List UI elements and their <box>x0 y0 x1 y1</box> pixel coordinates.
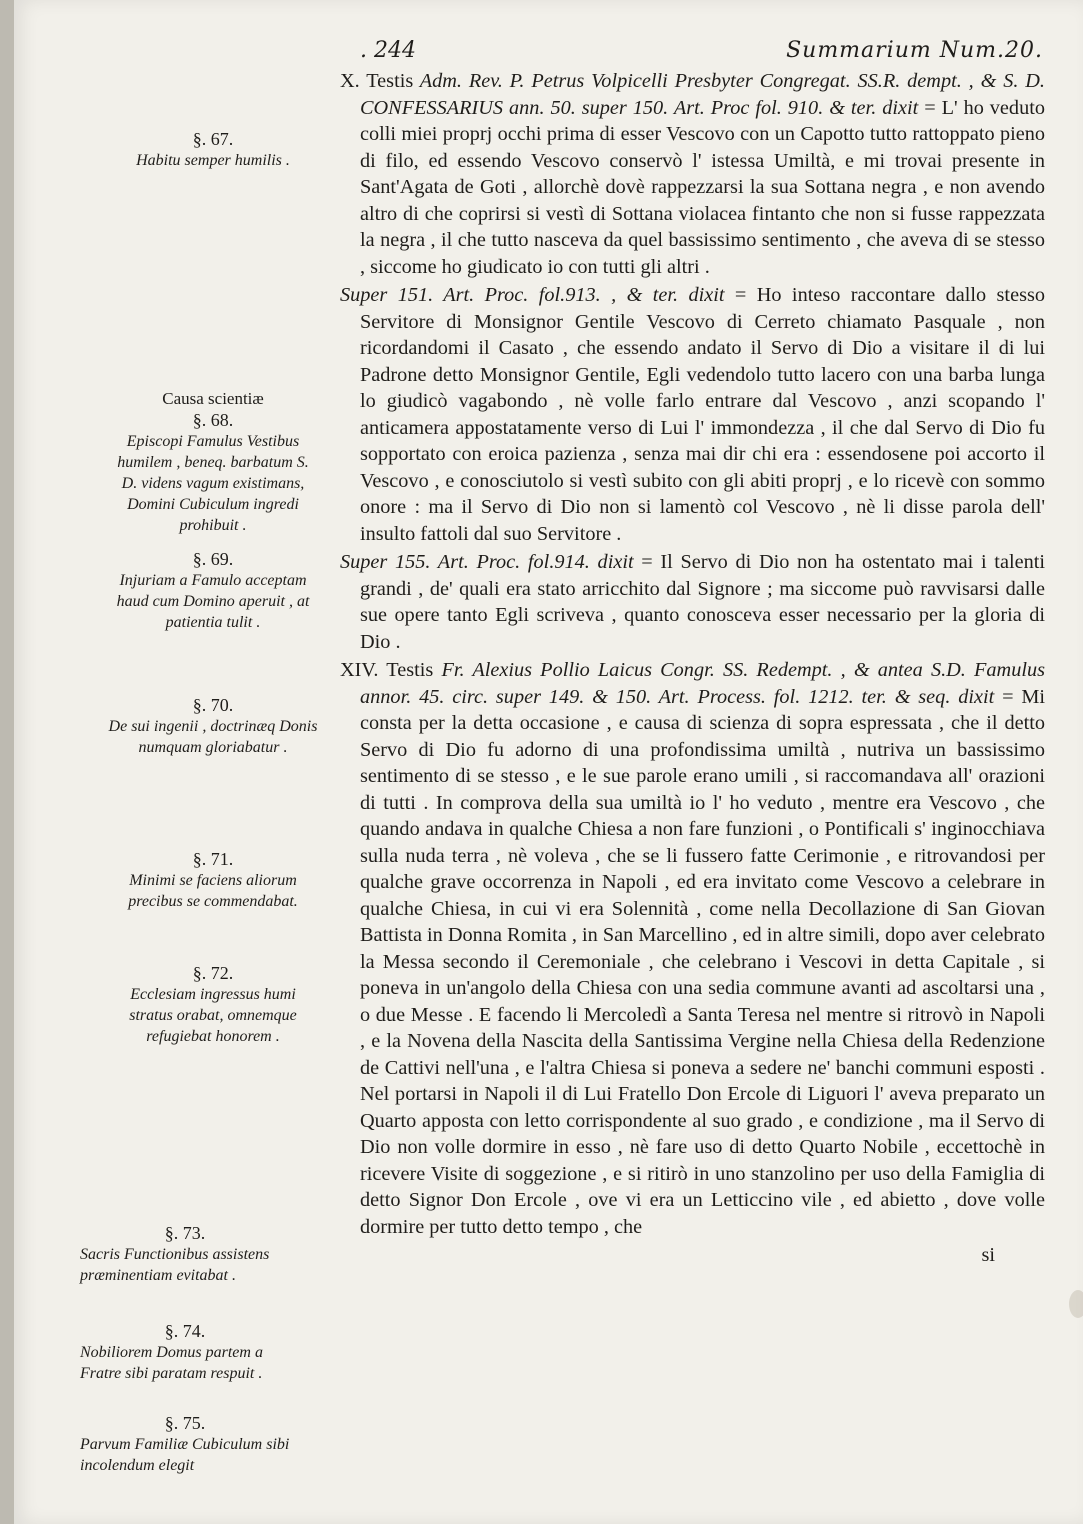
margin-note-73 <box>80 1222 290 1286</box>
margin-note-text: Minimi se faciens aliorum precibus se commendabat. <box>128 872 298 910</box>
margin-note-text: De sui ingenii , doctrinæq Donis numquam gloriabatur . <box>108 718 318 756</box>
margin-note-71 <box>108 848 318 912</box>
citation: Fr. Alexius Pollio Laicus Congr. SS. Redempt. , & antea S.D. Famulus annor. 45. circ. super 149. & 150. Art. Process. fol. 1212. ter. & seq. dixit <box>360 659 1046 708</box>
testimony-paragraph <box>340 549 1045 655</box>
margin-note-74 <box>80 1320 290 1384</box>
testimony-paragraph <box>340 68 1045 280</box>
section-number: §. 68. <box>192 410 234 430</box>
catchword: si <box>981 1244 995 1266</box>
testimony-text: = Il Servo di Dio non ha ostentato mai i talenti grandi , de' quali era stato arricchito dal Signore ; ma siccome può ravvisarsi dalle sue opere tanto Egli scriveva , quanto conosceva esser necessario per la gloria di Dio . <box>360 551 1045 653</box>
running-title: Summarium Num.20. <box>786 38 1043 63</box>
margin-note-text: Episcopi Famulus Vestibus humilem , beneq. barbatum S. D. videns vagum existimans, Domini Cubiculum ingredi prohibuit . <box>117 433 309 534</box>
testimony-paragraph <box>340 657 1045 1240</box>
margin-note-text: Ecclesiam ingressus humi stratus orabat, omnemque refugiebat honorem . <box>129 986 297 1045</box>
margin-note-75 <box>80 1412 290 1476</box>
witness-number: X. Testis <box>340 70 414 92</box>
testimony-text: = Mi consta per la detta occasione , e causa di scienza di sopra espressata , che il detto Servo di Dio fu adorno di una profondissima umiltà , nutriva un bassissimo sentimento di se stesso , e le sue parole erano umili , si raccomandava all' orazioni di tutti . In comprova della sua umiltà io l' ho veduto , mentre era Vescovo , che quando andava in qualche Chiesa a non fare funzioni , o Pontificali s' inginocchiava sulla nuda terra , nè voleva , che se li fussero fatte Cerimonie , e ritrovandosi per qualche grave occorrenza in Napoli , ed era invitato come Vescovo a celebrare in qualche Chiesa, in cui vi era Solennità , come nella Decollazione di San Giovan Battista in Donna Romita , in San Marcellino , ed in altre simili, dopo aver celebrato la Messa secondo il Ceremoniale , che celebrano i Vescovi in detta Capitale , si poneva in un'angolo della Chiesa con una sedia commune avanti ad ascoltarsi una , o due Messe . E facendo li Mercoledì a Santa Teresa nel mentre si ritrovò in Napoli , e la Novena della Nascita della Santissima Vergine nella Chiesa della Redenzione de Cattivi nell'una , e l'altra Chiesa si poneva a sedere ne' banchi communi esposti . Nel portarsi in Napoli il di Lui Fratello Don Ercole di Liguori l' aveva preparato un Quarto apposta con letto corrispondente al suo grado , e condizione , ma il Servo di Dio non volle dormire in esso , nè fare uso di detto Quarto Nobile , eccettochè in ricevere Visite di soggezione , e si ritirò in uno stanzolino per uso della Famiglia di detto Signor Don Ercole , ove vi era un Letticcino vile , ed abietto , dove volle dormire per tutto detto tempo , che <box>360 685 1045 1238</box>
margin-note-69 <box>108 548 318 633</box>
section-number: §. 75. <box>164 1413 206 1433</box>
section-number: §. 67. <box>192 129 234 149</box>
page-header <box>360 38 1043 72</box>
citation: Super 151. Art. Proc. fol.913. , & ter. dixit <box>340 284 735 306</box>
margin-note-text: Parvum Familiæ Cubiculum sibi incolendum elegit <box>80 1436 290 1474</box>
page-number: . 244 <box>360 38 416 63</box>
testimony-text: = L' ho veduto colli miei proprj occhi prima di esser Vescovo con un Capotto tutto rattoppato pieno di filo, ed essendo Vescovo conservò l' istessa Umiltà, e mi trovai presente in Sant'Agata de Goti , allorchè dovè rappezzarsi la sua Sottana negra , e non avendo altro di che coprirsi si vestì di Sottana violacea fintanto che non si fusse rappezzata la negra , il che tutto nasceva da quel bassissimo sentimento , che aveva di se stesso , siccome ho giudicato io con tutti gli altri . <box>360 96 1045 278</box>
margin-note-68 <box>108 388 318 536</box>
section-number: §. 72. <box>192 963 234 983</box>
section-number: §. 71. <box>192 849 234 869</box>
testimony-text: = Ho inteso raccontare dallo stesso Servitore di Monsignor Gentile Vescovo di Cerreto chiamato Pasquale , non ricordandomi il Casato , che essendo andato il Servo di Dio a visitare il di lui Padrone detto Monsignor Gentile, Egli vedendolo tutto lacero con una barba lunga lo giudicò vagabondo , nè volle farlo entrare dal Vescovo , anzi scopando l' anticamera appostatamente verso di Lui l' immondezza , il che dal Servo di Dio fu sopportato con eroica pazienza , senza mai dir chi era : essendosene poi accorto il Vescovo , e conosciutolo si vestì subito con gli abiti proprj , e lo ricevè con sommo onore : ma il Servo di Dio non si lamentò col Vescovo , nè li disse parola dell' insulto fattoli dal suo Servitore . <box>360 284 1045 545</box>
main-text-column <box>340 68 1045 1269</box>
citation: Super 155. Art. Proc. fol.914. dixit <box>340 551 642 573</box>
page-left-edge <box>0 0 14 1524</box>
paper-stain <box>1069 1290 1083 1318</box>
section-number: §. 73. <box>164 1223 206 1243</box>
citation: Adm. Rev. P. Petrus Volpicelli Presbyter Congregat. SS.R. dempt. , & S. D. CONFESSARIUS ann. 50. super 150. Art. Proc fol. 910. & ter. dixit <box>360 70 1045 119</box>
section-number: §. 69. <box>192 549 234 569</box>
margin-label: Causa scientiæ <box>162 389 264 408</box>
margin-note-72 <box>108 962 318 1047</box>
margin-note-67 <box>108 128 318 171</box>
testimony-paragraph <box>340 282 1045 547</box>
margin-note-70 <box>108 694 318 758</box>
margin-note-text: Habitu semper humilis . <box>136 152 290 169</box>
section-number: §. 74. <box>164 1321 206 1341</box>
witness-number: XIV. Testis <box>340 659 434 681</box>
section-number: §. 70. <box>192 695 234 715</box>
margin-note-text: Nobiliorem Domus partem a Fratre sibi paratam respuit . <box>80 1344 263 1382</box>
margin-note-text: Injuriam a Famulo acceptam haud cum Domino aperuit , at patientia tulit . <box>116 572 310 631</box>
margin-note-text: Sacris Functionibus assistens præminentiam evitabat . <box>80 1246 270 1284</box>
